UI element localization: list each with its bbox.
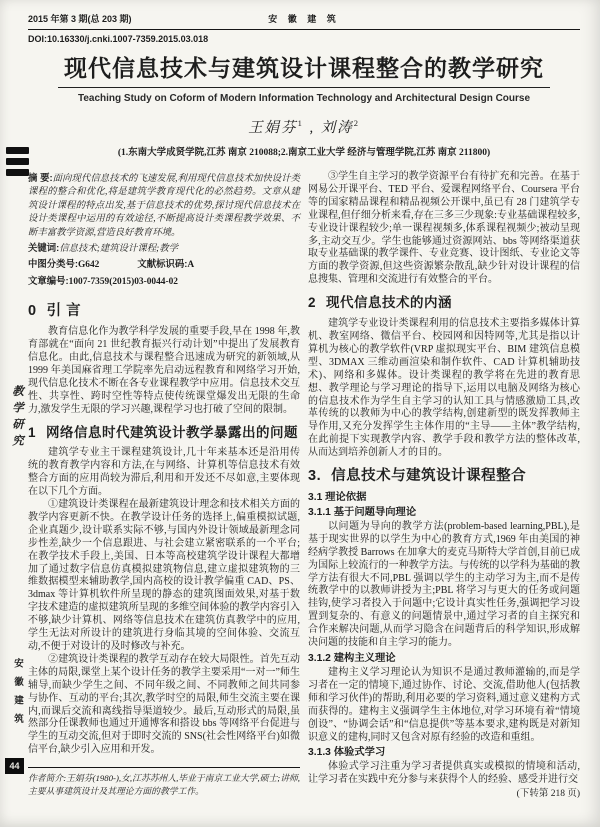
classification-line [28,257,300,272]
header-rule [28,29,580,30]
left-column [28,171,300,801]
section-3-1-3-paragraph: 体验式学习注重为学习者提供真实或模拟的情境和活动,让学习者在实践中充分参与来获得个人的经验、感受并进行交 [308,761,580,786]
section-2-heading: 2 现代信息技术的内涵 [308,295,453,311]
keywords-label: 关键词: [28,242,60,254]
author-bio-footnote: 作者简介:王娟芬(1980-),女,江苏苏州人,毕业于南京工业大学,硕士;讲师,主要从事建筑设计及其理论方面的教学工作。 [28,767,300,798]
author-affil-mark: 1 [297,118,304,129]
affiliation: (1.东南大学成贤学院,江苏 南京 210088;2.南京工业大学 经济与管理学院,江苏 南京 211800) [117,148,491,158]
doc-code-value: A [187,260,195,271]
journal-logo-icon [6,147,29,178]
article-title: 现代信息技术与建筑设计课程整合的教学研究 [58,50,550,88]
section-1-paragraph: ①建筑设计类课程在最新建筑设计理念和技术相关方面的教学内容更新不快。在教学设计任务的选择上,偏重模拟试题,企业真题少,设计联系实际不够,与国内外设计领域最新理念同步性差,缺少一个信息跟进、与社会建立紧密联系的一个平台;在教学技术手段上,美国、日本等高校建筑学设计课程大都增加了通过数字信息仿真模拟建筑物信息,建立虚拟建筑物的三维数据模型来辅助教学,国内高校的设计教学偏重 CAD、PS、3dmax 等计算机软件所呈现的静态的建筑图面效果,对基于数字技术建造的虚拟建筑所呈现的多维空间体验的教学内容引入不够,缺少计算机、网络等信息技术在建筑仿真教学中的应用,学生无法对所设计的建筑进行身临其境的空间体验、交流互动,不便于对设计的及时修改与补充。 [28,499,300,652]
clc-label: 中图分类号: [28,258,78,270]
logo-bar [6,169,29,176]
section-1-paragraph: ③学生自主学习的教学资源平台有待扩充和完善。在基于网易公开课平台、TED 平台、爱课程网络平台、Coursera 平台等的国家精品课程和精品视频公开课中,虽已有 28 门建筑学专业课程,但仔细分析来看,存在三多三少现象:专业基础课程较多,专业设计课程较少;单一课程视频多,体系课程视频少;被动呈现多,主动交互少。学生也能够通过资源网站、bbs 等网络渠道获取专业基础课的教学课件、专业竞赛、设计图纸、专业论文等方面的教学资源,但这些资源繁杂散乱,缺少针对设计课程的信息搜集、管理和交流进行有效整合的平台。 [308,171,580,286]
article-title-english: Teaching Study on Coform of Modern Information Technology and Architectural Design Course [77,93,531,104]
section-3-1-1-heading: 3.1.1 基于问题导向理论 [308,506,417,518]
author-name: 王娟芬 [248,120,298,136]
section-1-heading: 1 网络信息时代建筑设计教学暴露出的问题 [28,424,299,440]
doc-code-label: 文献标识码: [137,258,188,270]
section-0-paragraph: 教育信息化作为教学科学发展的重要手段,早在 1998 年,教育部就在“面向 21 世纪教育振兴行动计划”中提出了发展教育信息化。由此,信息技术与课程整合迅速成为研究的新领域,从 1999 年美国麻省理工学院率先启动远程教育和网络学习开始,现代信息化技术不断在各专业课程教学中应用。信息技术交互性、共享性、跨时空性等特点使传统课堂爆发出无限的生命力,激发学生无限的学习兴趣,课程学习也打破了空间的限制。 [28,326,300,415]
logo-bar [6,158,29,165]
abstract-text: 面向现代信息技术的飞速发展,利用现代信息技术加快设计类课程的整合和优化,将是建筑学教育现代化的必然趋势。文章从建筑设计课程的特点出发,基于信息技术的优势,探讨现代信息技术在设计类课程中运用的有效途径,不断提高设计类课程教学效果、不断丰富教学资源,营造良好教育环境。 [28,174,300,238]
abstract-label: 摘 要: [28,172,53,183]
issue-info: 2015 年第 3 期(总 203 期) [28,14,132,24]
section-3-heading: 3. 信息技术与建筑设计课程整合 [308,468,527,485]
keywords-line [28,241,300,256]
keywords-value: 信息技术;建筑设计课程;教学 [59,244,178,255]
section-3-1-3-heading: 3.1.3 体验式学习 [308,747,386,759]
journal-name: 安 徽 建 筑 [268,14,340,24]
continued-on-page-note: (下转第 218 页) [516,789,580,800]
section-3-1-heading: 3.1 理论依据 [308,491,367,503]
author-separator: , [309,120,316,136]
clc-value: G642 [78,260,100,271]
section-1-paragraph: ②建筑设计类课程的教学互动存在较大局限性。首先互动主体的局限,课堂上某个设计任务的教学主要采用“一对一”师生辅导,而缺少学生之间、不同年级之间、不同教师之间共同参与协作、互动的平台;其次,教学时空的局限,师生交流主要在课内,而课后交流和离线指导渠道较少。最后,互动形式的局限,虽然部分任课教师也通过开通博客和搭设 bbs 等网络平台促进与学生的互动交流,但对于即时交流的 SNS(社会性网络平台)如微信平台,缺少引入应用和开发。 [28,653,300,756]
logo-bar [6,147,29,154]
page-header [28,12,580,25]
author-name: 刘涛 [320,120,354,136]
section-0-heading: 0 引 言 [28,303,82,320]
title-block [28,50,580,88]
author-affil-mark: 2 [353,118,360,129]
section-3-1-2-heading: 3.1.2 建构主义理论 [308,653,396,664]
column-category-vertical-label: 教学研究 [11,385,23,451]
article-content [28,12,580,801]
article-no-value: 1007-7359(2015)03-0044-02 [68,276,178,287]
abstract-block [28,171,300,289]
author-line [28,116,580,137]
article-number-line [28,274,300,289]
header-spacer [577,14,580,24]
section-3-1-1-paragraph: 以问题为导向的教学方法(problem-based learning,PBL),是基于现实世界的以学生为中心的教育方式,1969 年由美国的神经病学教授 Barrows 在加拿大的麦克马斯特大学首创,目前已成为国际上较流行的一种教学方法。与传统的以学科为基础的教学方法有很大不同,PBL 强调以学生的主动学习为主,而不是传统教学中的以教师讲授为主;PBL 将学习与更大的任务或问题挂钩,使学习者投入于问题中;它设计真实性任务,强调把学习设置到复杂的、有意义的问题情景中,通过学习者的自主探究和合作来解决问题,从而学习隐含在问题背后的科学知识,形成解决问题的技能和自主学习的能力。 [308,520,580,649]
two-column-body [28,171,580,801]
page-number: 44 [5,758,24,774]
journal-name-vertical-label: 安徽建筑 [12,658,22,732]
section-2-paragraph: 建筑学专业设计类课程利用的信息技术主要指多媒体计算机、教室网络、微信平台、校园网和因特网等,尤其是指以计算机为核心的教学软件(VRP 虚拟现实平台、BIM 建筑信息模型、3DMAX 三维动画渲染和制作软件、CAD 计算机辅助技术)、网络和多媒体。设计类课程的教学将在先进的教育思想、教学理论与学习理论的指导下,运用以电脑及网络为核心的信息技术作为学生自主学习的认知工具与情感激励工具,改革传统的以教师为中心的教学结构,创建新型的既发挥教师主导作用,又充分发挥学生主体作用的“主导——主体”教学结构,在此前提下实现教学内容、教学手段和教学方法的整体改革,从而达到培养创新人才的目的。 [308,318,580,459]
doi: DOI:10.16330/j.cnki.1007-7359.2015.03.018 [28,34,209,44]
right-column [308,171,580,801]
article-no-label: 文章编号: [28,274,69,286]
section-1-paragraph: 建筑学专业主干课程建筑设计,几十年来基本还是沿用传统的教育教学内容和方法,在与网络、计算机等信息技术有效整合方面的应用尚较为滞后,利用和开发还不尽如意,主要体现在以下几个方面。 [28,447,300,498]
section-3-1-2-paragraph: 建构主义学习理论认为知识不是通过教师灌输的,而是学习者在一定的情境下,通过协作、讨论、交流,借助他人(包括教师和学习伙伴)的帮助,利用必要的学习资料,通过意义建构方式而获得的。建构主义强调学生主体地位,对学习环境有着“情境创设”、“协调会话”和“信息提供”等基本要求,建构既是对新知识意义的建构,同时又包含对原有经验的改造和重组。 [308,667,580,743]
